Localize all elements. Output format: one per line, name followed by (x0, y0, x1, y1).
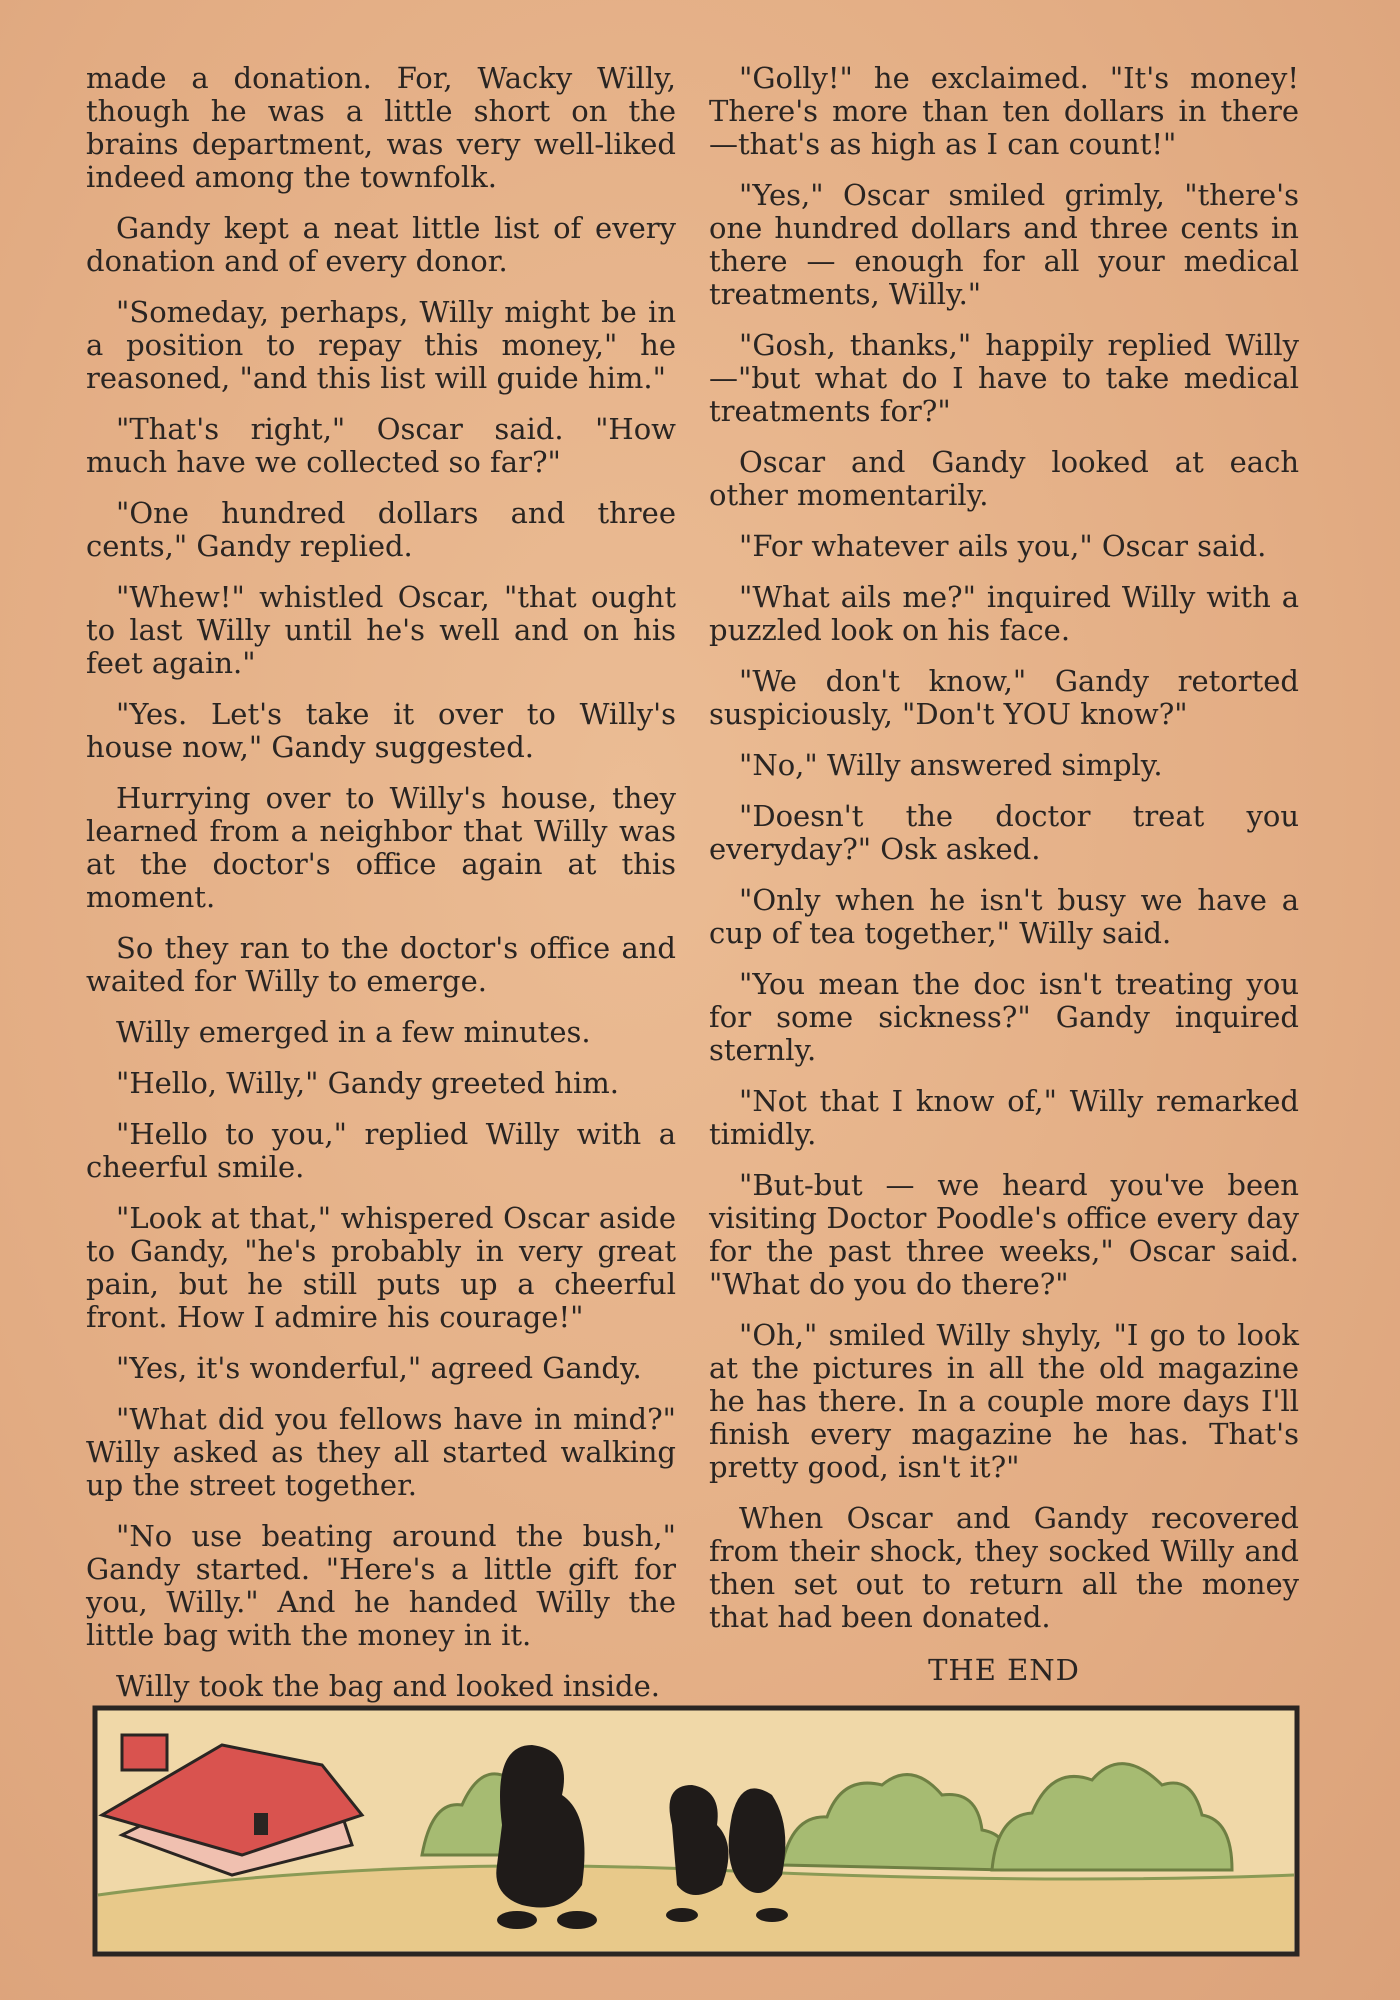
paragraph: "Yes," Oscar smiled grimly, "there's one hundred dollars and three cents in there — enough for all your medical treatments, Willy." (709, 178, 1299, 311)
paragraph: "Golly!" he exclaimed. "It's money! There's more than ten dollars in there—that's as high as I can count!" (709, 61, 1299, 161)
paragraph: "Only when he isn't busy we have a cup of tea together," Willy said. (709, 883, 1299, 950)
paragraph: Oscar and Gandy looked at each other momentarily. (709, 445, 1299, 512)
paragraph: Willy emerged in a few minutes. (116, 1015, 591, 1049)
paragraph: "One hundred dollars and three cents," Gandy replied. (86, 496, 676, 563)
character-willy-foot (756, 1908, 788, 1922)
paragraph: "Whew!" whistled Oscar, "that ought to last Willy until he's well and on his feet again." (86, 580, 676, 680)
paragraph: "But-but — we heard you've been visiting Doctor Poodle's office every day for the past three weeks," Oscar said. "What do you do there?" (709, 1168, 1299, 1301)
paragraph: "Hello to you," replied Willy with a cheerful smile. (86, 1117, 676, 1184)
paragraph: Gandy kept a neat little list of every donation and of every donor. (86, 211, 676, 278)
paragraph: "No use beating around the bush," Gandy started. "Here's a little gift for you, Willy." And he handed Willy the little bag with the money in it. (86, 1519, 676, 1652)
paragraph: "We don't know," Gandy retorted suspiciously, "Don't YOU know?" (709, 664, 1299, 731)
paragraph: made a donation. For, Wacky Willy, though he was a little short on the brains department, was very well-liked indeed among the townfolk. (86, 61, 676, 194)
paragraph: "Oh," smiled Willy shyly, "I go to look at the pictures in all the old magazine he has there. In a couple more days I'll finish every magazine he has. That's pretty good, isn't it?" (709, 1318, 1299, 1484)
paragraph: Hurrying over to Willy's house, they learned from a neighbor that Willy was at the doctor's office again at this moment. (86, 781, 676, 914)
end-panel-illustration (92, 1705, 1300, 1957)
paragraph: "Yes, it's wonderful," agreed Gandy. (116, 1351, 642, 1385)
right-text-column (709, 62, 1299, 1705)
paragraph: "That's right," Oscar said. "How much have we collected so far?" (86, 412, 676, 479)
character-oscar-foot (557, 1911, 597, 1929)
house-chimney (122, 1735, 167, 1770)
paragraph: Willy took the bag and looked inside. (116, 1669, 660, 1703)
paragraph: So they ran to the doctor's office and waited for Willy to emerge. (86, 931, 676, 998)
left-text-column (86, 62, 676, 1721)
character-willy-silhouette (729, 1788, 786, 1893)
paragraph: "What ails me?" inquired Willy with a puzzled look on his face. (709, 580, 1299, 647)
paragraph: "What did you fellows have in mind?" Willy asked as they all started walking up the street together. (86, 1402, 676, 1502)
illustration-svg (92, 1705, 1300, 1957)
paragraph: "Yes. Let's take it over to Willy's house now," Gandy suggested. (86, 697, 676, 764)
character-oscar-foot (497, 1911, 537, 1929)
paragraph: "Look at that," whispered Oscar aside to Gandy, "he's probably in very great pain, but he still puts up a cheerful front. How I admire his courage!" (86, 1201, 676, 1334)
paragraph: "Gosh, thanks," happily replied Willy—"but what do I have to take medical treatments for?" (709, 328, 1299, 428)
paragraph: "Someday, perhaps, Willy might be in a position to repay this money," he reasoned, "and this list will guide him." (86, 295, 676, 395)
house-window (254, 1813, 268, 1835)
paragraph: "No," Willy answered simply. (739, 748, 1163, 782)
paragraph: "Hello, Willy," Gandy greeted him. (116, 1066, 619, 1100)
paragraph: "Doesn't the doctor treat you everyday?" Osk asked. (709, 799, 1299, 866)
paragraph: When Oscar and Gandy recovered from their shock, they socked Willy and then set out to return all the money that had been donated. (709, 1501, 1299, 1634)
paragraph: "For whatever ails you," Oscar said. (739, 529, 1267, 563)
the-end-label: THE END (928, 1653, 1080, 1687)
paragraph: "Not that I know of," Willy remarked timidly. (709, 1084, 1299, 1151)
character-gandy-foot (666, 1908, 698, 1922)
paragraph: "You mean the doc isn't treating you for some sickness?" Gandy inquired sternly. (709, 967, 1299, 1067)
